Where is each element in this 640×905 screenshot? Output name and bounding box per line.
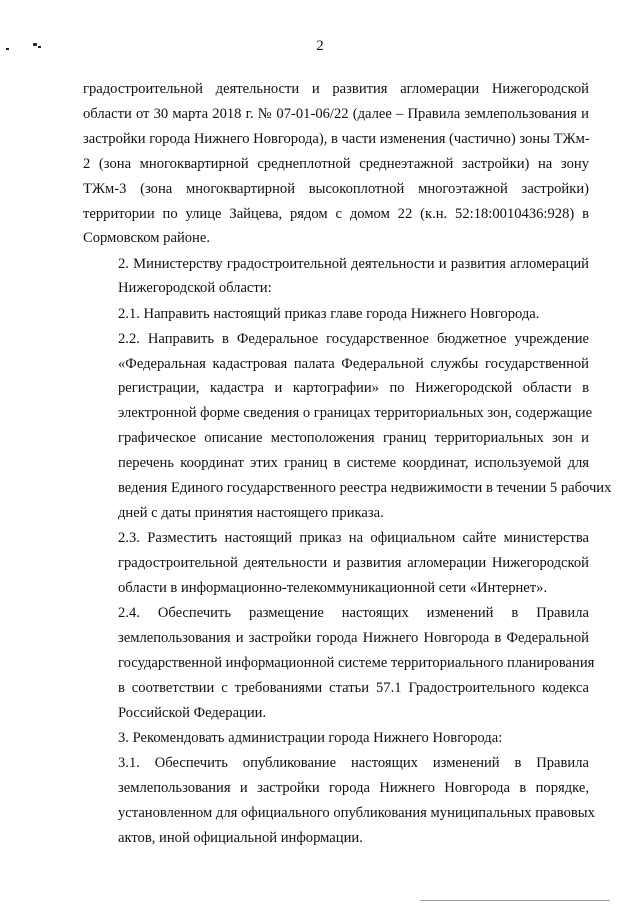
text-line: электронной форме сведения о границах территориальных зон, содержащие: [118, 405, 593, 422]
text-line: перечень координат этих границ в системе координат, используемой для: [118, 455, 589, 472]
page-number: 2: [316, 38, 324, 54]
text-line: 2.1. Направить настоящий приказ главе города Нижнего Новгорода.: [118, 305, 540, 322]
paragraph: [83, 601, 595, 726]
text-line: регистрации, кадастра и картографии» по Нижегородской области в: [118, 380, 589, 397]
text-line: Российской Федерации.: [118, 704, 267, 721]
paragraph: [83, 327, 612, 526]
text-line: дней с даты принятия настоящего приказа.: [118, 504, 384, 521]
text-line: территории по улице Зайцева, рядом с домом 22 (к.н. 52:18:0010436:928) в: [83, 205, 589, 222]
text-line: области от 30 марта 2018 г. № 07-01-06/22 (далее – Правила землепользования и: [83, 105, 589, 122]
text-line: 2. Министерству градостроительной деятельности и развития агломераций: [118, 255, 589, 272]
text-line: застройки города Нижнего Новгорода), в части изменения (частично) зоны ТЖм-: [83, 130, 590, 147]
text-line: Нижегородской области:: [118, 280, 272, 297]
text-line: установленном для официального опубликования муниципальных правовых: [118, 804, 595, 821]
text-line: графическое описание местоположения границ территориальных зон и: [118, 430, 589, 447]
text-line: землепользования и застройки города Нижнего Новгорода в порядке,: [118, 779, 589, 796]
text-line: 2.2. Направить в Федеральное государственное бюджетное учреждение: [118, 330, 589, 347]
text-line: «Федеральная кадастровая палата Федеральной службы государственной: [118, 355, 589, 372]
text-line: ведения Единого государственного реестра недвижимости в течении 5 рабочих: [118, 480, 612, 497]
paragraph: [83, 252, 589, 302]
text-line: 3.1. Обеспечить опубликование настоящих изменений в Правила: [118, 754, 589, 771]
paragraph: [83, 526, 589, 601]
text-line: в соответствии с требованиями статьи 57.1 Градостроительного кодекса: [118, 679, 589, 696]
text-line: землепользования и застройки города Нижнего Новгорода в Федеральной: [118, 629, 589, 646]
text-line: 2.4. Обеспечить размещение настоящих изменений в Правила: [118, 604, 589, 621]
paragraph: [83, 726, 589, 751]
text-line: ТЖм-3 (зона многоквартирной высокоплотной многоэтажной застройки): [83, 180, 589, 197]
text-line: Сормовском районе.: [83, 230, 210, 247]
document-body: [83, 77, 612, 851]
text-line: 2.3. Разместить настоящий приказ на официальном сайте министерства: [118, 530, 589, 547]
text-line: актов, иной официальной информации.: [118, 829, 363, 846]
paragraph: [83, 77, 589, 251]
text-line: градостроительной деятельности и развития агломерации Нижегородской: [118, 554, 589, 571]
footer-rule: [420, 900, 610, 901]
text-line: 2 (зона многоквартирной среднеплотной среднеэтажной застройки) на зону: [83, 155, 589, 172]
paragraph: [83, 751, 595, 851]
text-line: градостроительной деятельности и развития агломерации Нижегородской: [83, 81, 589, 97]
text-line: 3. Рекомендовать администрации города Нижнего Новгорода:: [118, 729, 503, 746]
text-line: области в информационно-телекоммуникационной сети «Интернет».: [118, 579, 548, 596]
text-line: государственной информационной системе территориального планирования: [118, 654, 595, 671]
paragraph: [83, 302, 589, 327]
